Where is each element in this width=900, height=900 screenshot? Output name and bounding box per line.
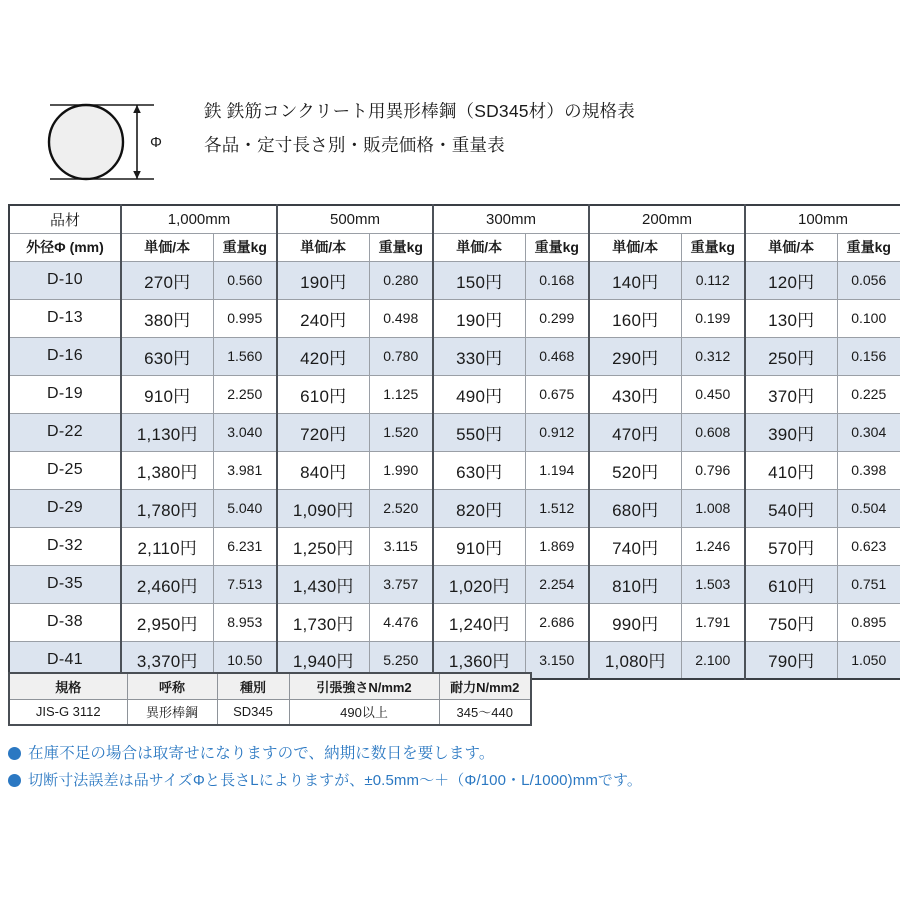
note-text-2: 切断寸法誤差は品サイズΦと長さLによりますが、±0.5mm〜＋（Φ/100・L/1000)mmです。	[28, 772, 643, 789]
cell-unit-price: 810円	[589, 565, 681, 603]
header-weight-1000: 重量kg	[213, 233, 277, 261]
cell-unit-price: 1,020円	[433, 565, 525, 603]
cell-size: D-19	[9, 375, 121, 413]
cell-weight: 5.250	[369, 641, 433, 679]
cell-weight: 2.250	[213, 375, 277, 413]
spec-table	[8, 672, 532, 726]
cell-unit-price: 720円	[277, 413, 369, 451]
header-weight-100: 重量kg	[837, 233, 900, 261]
cell-unit-price: 1,780円	[121, 489, 213, 527]
cell-weight: 2.686	[525, 603, 589, 641]
cell-unit-price: 1,250円	[277, 527, 369, 565]
header-group-500mm: 500mm	[277, 205, 433, 233]
spec-value-1: 異形棒鋼	[127, 699, 217, 725]
diameter-label: Φ	[150, 134, 162, 151]
cell-unit-price: 2,950円	[121, 603, 213, 641]
cell-unit-price: 610円	[277, 375, 369, 413]
title-block	[204, 94, 884, 162]
cell-unit-price: 1,080円	[589, 641, 681, 679]
bullet-circle-icon	[8, 747, 21, 760]
cell-weight: 1.194	[525, 451, 589, 489]
cell-weight: 7.513	[213, 565, 277, 603]
header-unitprice-200: 単価/本	[589, 233, 681, 261]
spec-table-container	[8, 672, 530, 726]
cell-weight: 0.504	[837, 489, 900, 527]
cell-weight: 0.100	[837, 299, 900, 337]
cell-unit-price: 820円	[433, 489, 525, 527]
cell-weight: 1.512	[525, 489, 589, 527]
cell-unit-price: 1,090円	[277, 489, 369, 527]
price-table-container	[8, 204, 892, 680]
cell-unit-price: 490円	[433, 375, 525, 413]
cell-weight: 0.199	[681, 299, 745, 337]
cell-unit-price: 250円	[745, 337, 837, 375]
table-row	[9, 527, 900, 565]
header-group-1000mm: 1,000mm	[121, 205, 277, 233]
note-item-1	[8, 740, 888, 767]
cell-weight: 2.100	[681, 641, 745, 679]
cell-unit-price: 1,940円	[277, 641, 369, 679]
cell-weight: 1.990	[369, 451, 433, 489]
cell-unit-price: 140円	[589, 261, 681, 299]
cell-unit-price: 910円	[433, 527, 525, 565]
cell-unit-price: 160円	[589, 299, 681, 337]
cell-unit-price: 190円	[277, 261, 369, 299]
cell-unit-price: 680円	[589, 489, 681, 527]
cell-size: D-25	[9, 451, 121, 489]
cell-unit-price: 420円	[277, 337, 369, 375]
cell-weight: 1.560	[213, 337, 277, 375]
cell-unit-price: 910円	[121, 375, 213, 413]
header-row-subcolumns	[9, 233, 900, 261]
cell-weight: 3.150	[525, 641, 589, 679]
cell-unit-price: 3,370円	[121, 641, 213, 679]
cell-weight: 0.796	[681, 451, 745, 489]
cell-unit-price: 1,730円	[277, 603, 369, 641]
table-row	[9, 261, 900, 299]
footer-notes	[8, 740, 888, 794]
header-row-groups	[9, 205, 900, 233]
cell-weight: 0.498	[369, 299, 433, 337]
cell-weight: 10.50	[213, 641, 277, 679]
price-table-head	[9, 205, 900, 261]
cell-weight: 0.304	[837, 413, 900, 451]
spec-table-body	[9, 699, 531, 725]
cross-section-diagram	[34, 92, 174, 192]
cell-weight: 0.468	[525, 337, 589, 375]
cell-weight: 4.476	[369, 603, 433, 641]
cell-weight: 2.254	[525, 565, 589, 603]
cell-unit-price: 1,430円	[277, 565, 369, 603]
header-unitprice-100: 単価/本	[745, 233, 837, 261]
cell-weight: 0.895	[837, 603, 900, 641]
cell-unit-price: 750円	[745, 603, 837, 641]
cell-weight: 1.503	[681, 565, 745, 603]
cell-size: D-29	[9, 489, 121, 527]
spec-header-4: 耐力N/mm2	[439, 673, 531, 699]
cell-weight: 0.112	[681, 261, 745, 299]
header-weight-300: 重量kg	[525, 233, 589, 261]
cell-unit-price: 150円	[433, 261, 525, 299]
cell-weight: 0.450	[681, 375, 745, 413]
header-weight-500: 重量kg	[369, 233, 433, 261]
spec-value-row	[9, 699, 531, 725]
cell-weight: 8.953	[213, 603, 277, 641]
cell-unit-price: 130円	[745, 299, 837, 337]
cell-unit-price: 2,460円	[121, 565, 213, 603]
arrowhead-up	[133, 105, 141, 113]
table-row	[9, 451, 900, 489]
header-material: 品材	[9, 205, 121, 233]
cell-unit-price: 630円	[433, 451, 525, 489]
cell-unit-price: 430円	[589, 375, 681, 413]
cell-unit-price: 2,110円	[121, 527, 213, 565]
cell-weight: 0.608	[681, 413, 745, 451]
cell-weight: 0.912	[525, 413, 589, 451]
spec-value-2: SD345	[217, 699, 289, 725]
spec-header-0: 規格	[9, 673, 127, 699]
cell-weight: 3.040	[213, 413, 277, 451]
cell-weight: 1.050	[837, 641, 900, 679]
cell-size: D-13	[9, 299, 121, 337]
cell-unit-price: 570円	[745, 527, 837, 565]
page-title: 鉄 鉄筋コンクリート用異形棒鋼（SD345材）の規格表	[204, 101, 635, 121]
cell-size: D-32	[9, 527, 121, 565]
cell-weight: 0.560	[213, 261, 277, 299]
spec-header-3: 引張強さN/mm2	[289, 673, 439, 699]
spec-value-4: 345〜440	[439, 699, 531, 725]
cell-weight: 0.312	[681, 337, 745, 375]
cell-weight: 0.156	[837, 337, 900, 375]
cell-weight: 0.623	[837, 527, 900, 565]
cell-weight: 0.225	[837, 375, 900, 413]
cell-weight: 5.040	[213, 489, 277, 527]
cell-size: D-41	[9, 641, 121, 679]
cell-unit-price: 1,130円	[121, 413, 213, 451]
spec-header-1: 呼称	[127, 673, 217, 699]
cell-unit-price: 390円	[745, 413, 837, 451]
cell-unit-price: 740円	[589, 527, 681, 565]
cell-weight: 1.246	[681, 527, 745, 565]
cell-unit-price: 330円	[433, 337, 525, 375]
spec-value-0: JIS-G 3112	[9, 699, 127, 725]
cell-unit-price: 290円	[589, 337, 681, 375]
cell-unit-price: 990円	[589, 603, 681, 641]
cell-weight: 1.008	[681, 489, 745, 527]
cell-unit-price: 370円	[745, 375, 837, 413]
cell-unit-price: 610円	[745, 565, 837, 603]
table-row	[9, 413, 900, 451]
header-group-100mm: 100mm	[745, 205, 900, 233]
header-weight-200: 重量kg	[681, 233, 745, 261]
cell-weight: 0.280	[369, 261, 433, 299]
cell-weight: 0.398	[837, 451, 900, 489]
cell-unit-price: 540円	[745, 489, 837, 527]
cell-unit-price: 120円	[745, 261, 837, 299]
cell-weight: 1.791	[681, 603, 745, 641]
header-unitprice-500: 単価/本	[277, 233, 369, 261]
cell-unit-price: 240円	[277, 299, 369, 337]
cell-weight: 3.115	[369, 527, 433, 565]
spec-header-2: 種別	[217, 673, 289, 699]
header-outer-diameter: 外径Φ (mm)	[9, 233, 121, 261]
note-item-2	[8, 767, 888, 794]
cell-weight: 3.757	[369, 565, 433, 603]
cell-weight: 1.869	[525, 527, 589, 565]
header-unitprice-300: 単価/本	[433, 233, 525, 261]
arrowhead-down	[133, 171, 141, 179]
cell-weight: 0.675	[525, 375, 589, 413]
cell-size: D-16	[9, 337, 121, 375]
cell-unit-price: 270円	[121, 261, 213, 299]
page-subtitle: 各品・定寸長さ別・販売価格・重量表	[204, 135, 505, 155]
cell-unit-price: 790円	[745, 641, 837, 679]
table-row	[9, 299, 900, 337]
cell-size: D-38	[9, 603, 121, 641]
header-unitprice-1000: 単価/本	[121, 233, 213, 261]
spec-header-row	[9, 673, 531, 699]
cell-size: D-10	[9, 261, 121, 299]
header-group-300mm: 300mm	[433, 205, 589, 233]
table-row	[9, 375, 900, 413]
price-table	[8, 204, 900, 680]
bar-circle	[49, 105, 123, 179]
cell-unit-price: 410円	[745, 451, 837, 489]
cell-weight: 0.780	[369, 337, 433, 375]
cell-weight: 1.125	[369, 375, 433, 413]
spec-value-3: 490以上	[289, 699, 439, 725]
cell-weight: 0.168	[525, 261, 589, 299]
spec-table-head	[9, 673, 531, 699]
header-area	[0, 86, 900, 196]
cell-weight: 0.299	[525, 299, 589, 337]
cell-unit-price: 1,360円	[433, 641, 525, 679]
cell-weight: 6.231	[213, 527, 277, 565]
table-row	[9, 337, 900, 375]
cell-weight: 0.751	[837, 565, 900, 603]
cell-weight: 2.520	[369, 489, 433, 527]
cell-unit-price: 550円	[433, 413, 525, 451]
cell-unit-price: 1,380円	[121, 451, 213, 489]
cell-unit-price: 520円	[589, 451, 681, 489]
table-row	[9, 565, 900, 603]
cell-unit-price: 630円	[121, 337, 213, 375]
cell-unit-price: 380円	[121, 299, 213, 337]
note-text-1: 在庫不足の場合は取寄せになりますので、納期に数日を要します。	[28, 745, 495, 762]
cell-unit-price: 1,240円	[433, 603, 525, 641]
price-table-body	[9, 261, 900, 679]
cell-unit-price: 840円	[277, 451, 369, 489]
diagram-svg	[34, 92, 174, 192]
cell-unit-price: 190円	[433, 299, 525, 337]
cell-size: D-35	[9, 565, 121, 603]
table-row	[9, 489, 900, 527]
cell-weight: 1.520	[369, 413, 433, 451]
cell-unit-price: 470円	[589, 413, 681, 451]
bullet-circle-icon	[8, 774, 21, 787]
cell-weight: 3.981	[213, 451, 277, 489]
cell-weight: 0.056	[837, 261, 900, 299]
cell-weight: 0.995	[213, 299, 277, 337]
cell-size: D-22	[9, 413, 121, 451]
header-group-200mm: 200mm	[589, 205, 745, 233]
table-row	[9, 603, 900, 641]
